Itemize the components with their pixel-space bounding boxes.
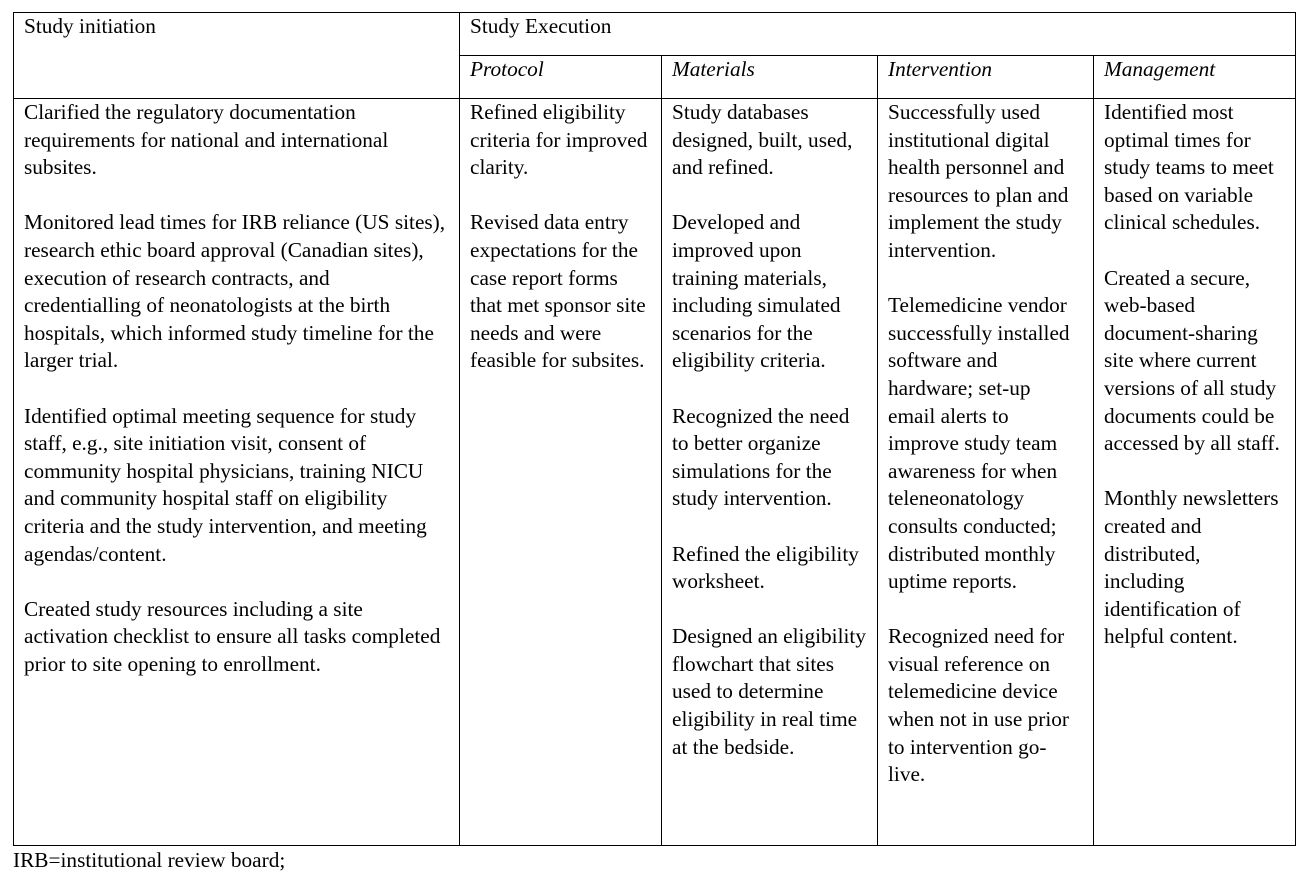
study-initiation-item: Clarified the regulatory documentation requirements for national and international subsites. [24,100,389,180]
protocol-item: Revised data entry expectations for the case report forms that met sponsor site needs and were feasible for subsites. [470,210,646,373]
intervention-item: Successfully used institutional digital health personnel and resources to plan and implement the study intervention. [888,100,1069,262]
study-initiation-item: Identified optimal meeting sequence for study staff, e.g., site initiation visit, consent of community hospital physicians, training NICU and community hospital staff on eligibility criteria and the study intervention, and meeting agendas/content. [24,403,427,566]
group-header-row [14,13,1296,56]
subheader-management: Management [1094,56,1296,99]
footnote: IRB=institutional review board; [13,848,286,872]
study-table [13,12,1296,846]
intervention-item: Recognized need for visual reference on telemedicine device when not in use prior to intervention go-live. [888,624,1069,787]
materials-item: Recognized the need to better organize simulations for the study intervention. [672,403,850,511]
materials-item: Designed an eligibility flowchart that sites used to determine eligibility in real time at the bedside. [672,624,867,759]
management-item: Identified most optimal times for study teams to meet based on variable clinical schedules. [1104,100,1274,235]
protocol-item: Refined eligibility criteria for improved clarity. [470,100,648,180]
protocol-cell [460,99,662,846]
materials-item: Refined the eligibility worksheet. [672,541,859,594]
study-initiation-item: Monitored lead times for IRB reliance (US sites), research ethic board approval (Canadian sites), execution of research contracts, and credentialling of neonatologists at the birth hospitals, which informed study timeline for the larger trial. [24,210,446,373]
header-study-initiation: Study initiation [14,13,460,99]
materials-item: Developed and improved upon training materials, including simulated scenarios for the eligibility criteria. [672,210,841,373]
materials-cell [662,99,878,846]
header-study-execution: Study Execution [460,13,1296,56]
subheader-intervention: Intervention [878,56,1094,99]
study-initiation-cell [14,99,460,846]
intervention-cell [878,99,1094,846]
materials-item: Study databases designed, built, used, and refined. [672,100,853,180]
subheader-materials: Materials [662,56,878,99]
intervention-item: Telemedicine vendor successfully installed software and hardware; set-up email alerts to improve study team awareness for when teleneonatology consults conducted; distributed monthly uptime reports. [888,293,1070,594]
management-item: Monthly newsletters created and distributed, including identification of helpful content. [1104,486,1279,649]
study-initiation-item: Created study resources including a site activation checklist to ensure all tasks completed prior to site opening to enrollment. [24,596,441,676]
management-item: Created a secure, web-based document-sharing site where current versions of all study documents could be accessed by all staff. [1104,265,1280,456]
subheader-protocol: Protocol [460,56,662,99]
table-row [14,99,1296,846]
management-cell [1094,99,1296,846]
